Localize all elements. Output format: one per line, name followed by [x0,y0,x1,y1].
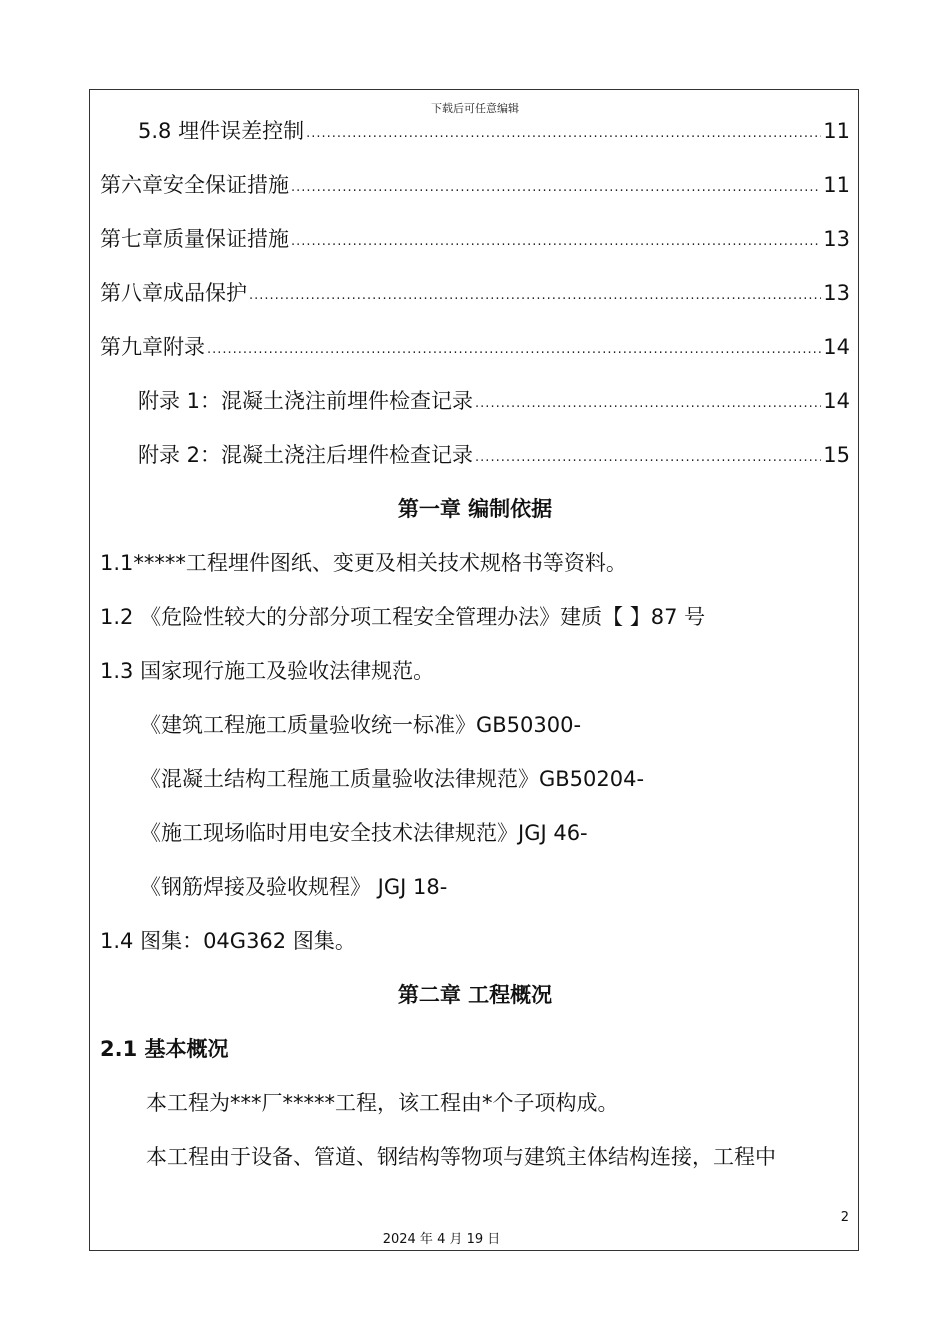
basis-item: 1.3 国家现行施工及验收法律规范。 [100,659,435,683]
toc-entry[interactable] [100,226,850,252]
toc-entry[interactable] [138,388,850,414]
footer-date: 2024 年 4 月 19 日 [382,1232,501,1247]
toc-entry[interactable] [100,172,850,198]
toc-entry-title: 第六章安全保证措施 [100,173,289,197]
toc-entry-page: 11 [823,173,850,197]
section-heading: 2.1 基本概况 [100,1037,229,1061]
toc-entry-page: 13 [823,227,850,251]
toc-entry-title: 附录 1：混凝土浇注前埋件检查记录 [138,389,474,413]
toc-leader-dots [475,445,821,471]
toc-entry-title: 附录 2：混凝土浇注后埋件检查记录 [138,443,474,467]
toc-leader-dots [291,175,821,201]
toc-entry-title: 第九章附录 [100,335,205,359]
toc-entry[interactable] [100,334,850,360]
page-number: 2 [840,1210,849,1225]
chapter-heading: 第一章 编制依据 [397,497,553,521]
standard-item: 《施工现场临时用电安全技术法律规范》JGJ 46- [140,821,588,845]
toc-leader-dots [306,121,821,147]
standard-item: 《钢筋焊接及验收规程》 JGJ 18- [140,875,448,899]
toc-leader-dots [475,391,821,417]
toc-entry-page: 14 [823,335,850,359]
chapter-heading: 第二章 工程概况 [397,983,553,1007]
basis-item: 1.2 《危险性较大的分部分项工程安全管理办法》建质【 】87 号 [100,605,706,629]
basis-item: 1.4 图集：04G362 图集。 [100,929,356,953]
toc-entry-title: 5.8 埋件误差控制 [138,119,305,143]
body-paragraph: 本工程为***厂*****工程，该工程由*个子项构成。 [146,1091,619,1115]
toc-entry-page: 11 [823,119,850,143]
toc-entry[interactable] [138,442,850,468]
toc-entry-page: 14 [823,389,850,413]
standard-item: 《建筑工程施工质量验收统一标准》GB50300- [140,713,582,737]
basis-item: 1.1*****工程埋件图纸、变更及相关技术规格书等资料。 [100,551,627,575]
toc-leader-dots [249,283,821,309]
toc-leader-dots [207,337,821,363]
toc-leader-dots [291,229,821,255]
toc-entry-page: 13 [823,281,850,305]
toc-entry-title: 第七章质量保证措施 [100,227,289,251]
header-note: 下载后可任意编辑 [431,102,519,115]
toc-entry[interactable] [100,280,850,306]
toc-entry-title: 第八章成品保护 [100,281,247,305]
toc-entry[interactable] [138,118,850,144]
standard-item: 《混凝土结构工程施工质量验收法律规范》GB50204- [140,767,645,791]
body-paragraph: 本工程由于设备、管道、钢结构等物项与建筑主体结构连接，工程中 [146,1145,776,1169]
toc-entry-page: 15 [823,443,850,467]
